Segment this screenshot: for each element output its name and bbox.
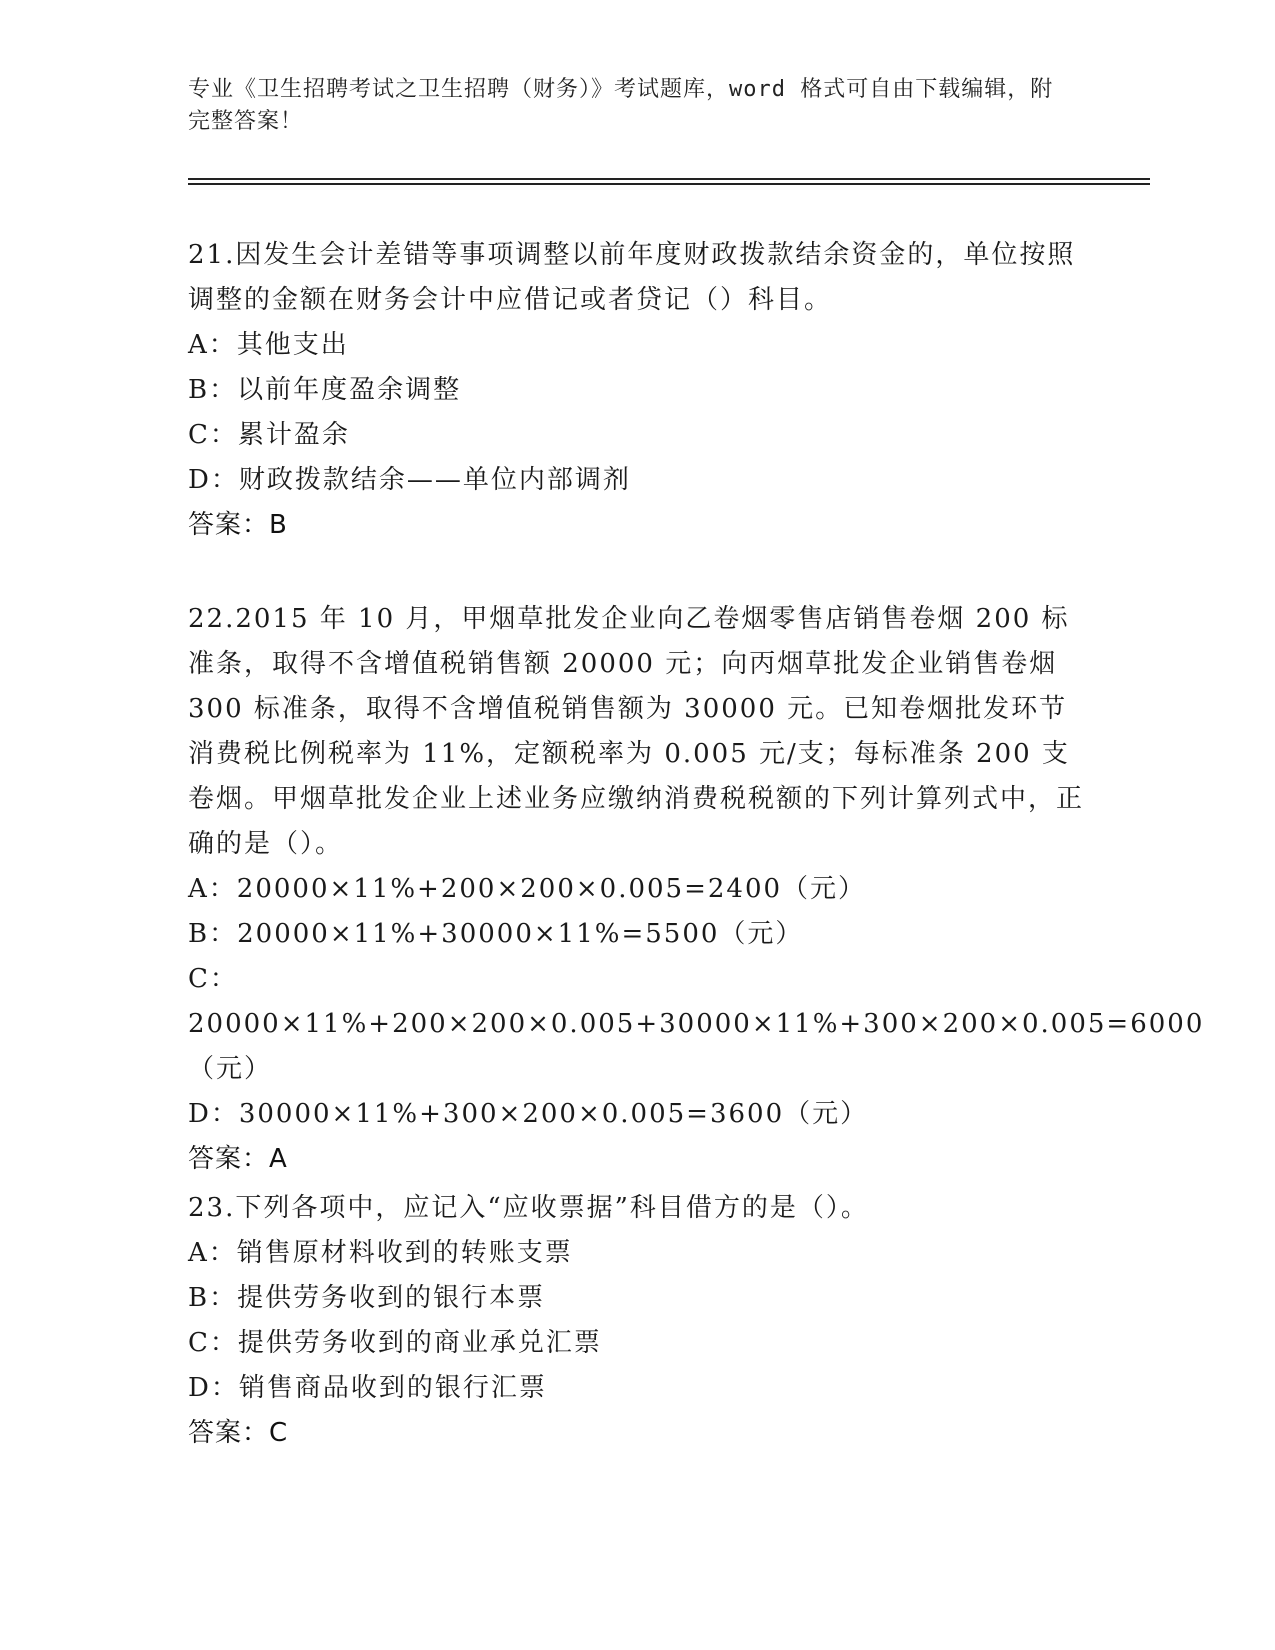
document-header: 专业《卫生招聘考试之卫生招聘（财务）》考试题库，word 格式可自由下载编辑，附完整答案！: [188, 77, 1054, 134]
option-b: B：20000×11%+30000×11%=5500（元）: [188, 919, 804, 949]
question-stem: 21.因发生会计差错等事项调整以前年度财政拨款结余资金的，单位按照调整的金额在财务会计中应借记或者贷记（）科目。: [188, 240, 1076, 315]
answer-line: 答案：A: [188, 1144, 288, 1174]
answer-line: 答案：B: [188, 510, 288, 540]
option-d: D：30000×11%+300×200×0.005=3600（元）: [188, 1099, 869, 1129]
option-a: A：其他支出: [188, 330, 349, 360]
question-23: [188, 1186, 1088, 1456]
option-d: D：财政拨款结余——单位内部调剂: [188, 465, 631, 495]
question-21: [188, 233, 1088, 548]
option-b: B：以前年度盈余调整: [188, 375, 462, 405]
question-stem: 22.2015 年 10 月，甲烟草批发企业向乙卷烟零售店销售卷烟 200 标准条，取得不含增值税销售额 20000 元；向丙烟草批发企业销售卷烟 300 标准条，取得不含增值税销售额为 30000 元。已知卷烟批发环节消费税比例税率为 11%，定额税率为 0.005 元/支；每标准条 200 支卷烟。甲烟草批发企业上述业务应缴纳消费税税额的下列计算列式中，正确的是（）。: [188, 604, 1085, 859]
answer-line: 答案：C: [188, 1418, 289, 1448]
option-c: C：20000×11%+200×200×0.005+30000×11%+300×200×0.005=6000（元）: [188, 964, 1205, 1084]
header-divider-bottom: [188, 183, 1150, 185]
question-stem: 23.下列各项中，应记入“应收票据”科目借方的是（）。: [188, 1193, 869, 1223]
option-c: C：提供劳务收到的商业承兑汇票: [188, 1328, 602, 1358]
header-divider-top: [188, 178, 1150, 180]
question-22: [188, 597, 1205, 1182]
option-a: A：销售原材料收到的转账支票: [188, 1238, 573, 1268]
option-a: A：20000×11%+200×200×0.005=2400（元）: [188, 874, 867, 904]
option-c: C：累计盈余: [188, 420, 350, 450]
option-b: B：提供劳务收到的银行本票: [188, 1283, 546, 1313]
option-d: D：销售商品收到的银行汇票: [188, 1373, 547, 1403]
